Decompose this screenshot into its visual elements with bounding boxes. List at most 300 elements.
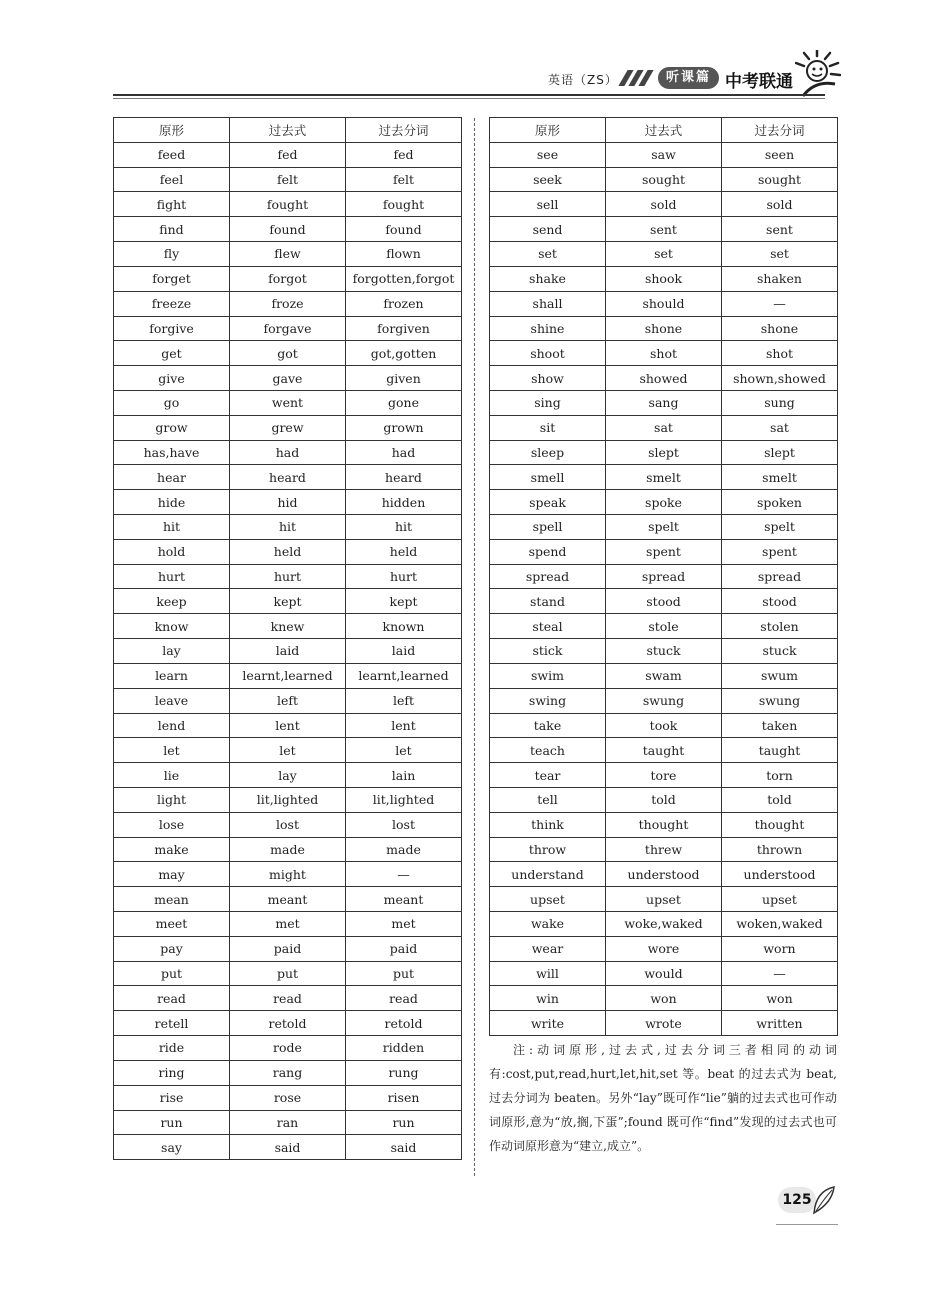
past-tense-cell: met — [230, 912, 346, 937]
base-form-cell: let — [114, 738, 230, 763]
table-row — [114, 862, 462, 887]
base-form-cell: meet — [114, 912, 230, 937]
col-header-base: 原形 — [490, 118, 606, 143]
past-participle-cell: put — [346, 961, 462, 986]
past-tense-cell: held — [230, 539, 346, 564]
base-form-cell: sell — [490, 192, 606, 217]
verb-table-right — [489, 117, 838, 1036]
table-row — [490, 639, 838, 664]
base-form-cell: ring — [114, 1060, 230, 1085]
past-tense-cell: sang — [606, 390, 722, 415]
table-row — [490, 738, 838, 763]
past-tense-cell: rose — [230, 1085, 346, 1110]
table-row — [490, 266, 838, 291]
table-row — [114, 440, 462, 465]
past-participle-cell: rung — [346, 1060, 462, 1085]
table-row — [114, 142, 462, 167]
past-participle-cell: paid — [346, 936, 462, 961]
base-form-cell: shoot — [490, 341, 606, 366]
past-tense-cell: understood — [606, 862, 722, 887]
past-tense-cell: knew — [230, 614, 346, 639]
header-rule — [113, 94, 825, 96]
past-tense-cell: took — [606, 713, 722, 738]
footer-rule — [776, 1224, 838, 1225]
past-tense-cell: meant — [230, 887, 346, 912]
table-row — [490, 515, 838, 540]
base-form-cell: rise — [114, 1085, 230, 1110]
section-badge: 听课篇 — [658, 67, 719, 89]
past-participle-cell: let — [346, 738, 462, 763]
table-row — [490, 490, 838, 515]
table-row — [114, 1085, 462, 1110]
table-row — [114, 961, 462, 986]
past-participle-cell: set — [722, 242, 838, 267]
past-participle-cell: known — [346, 614, 462, 639]
past-participle-cell: thought — [722, 812, 838, 837]
table-row — [490, 862, 838, 887]
stripe-decoration — [619, 70, 661, 86]
past-tense-cell: upset — [606, 887, 722, 912]
note-paragraph — [489, 1038, 837, 1158]
base-form-cell: understand — [490, 862, 606, 887]
past-participle-cell: shaken — [722, 266, 838, 291]
table-row — [114, 1110, 462, 1135]
past-participle-cell: torn — [722, 763, 838, 788]
past-tense-cell: retold — [230, 1011, 346, 1036]
past-tense-cell: shot — [606, 341, 722, 366]
table-row — [114, 266, 462, 291]
past-tense-cell: shook — [606, 266, 722, 291]
base-form-cell: find — [114, 217, 230, 242]
past-participle-cell: written — [722, 1011, 838, 1036]
past-tense-cell: went — [230, 390, 346, 415]
base-form-cell: think — [490, 812, 606, 837]
table-row — [114, 515, 462, 540]
table-row — [114, 812, 462, 837]
past-tense-cell: flew — [230, 242, 346, 267]
past-participle-cell: swum — [722, 663, 838, 688]
table-row — [490, 589, 838, 614]
table-row — [490, 936, 838, 961]
table-row — [114, 787, 462, 812]
past-participle-cell: sung — [722, 390, 838, 415]
base-form-cell: swim — [490, 663, 606, 688]
past-participle-cell: ridden — [346, 1036, 462, 1061]
past-participle-cell: meant — [346, 887, 462, 912]
past-participle-cell: sat — [722, 415, 838, 440]
past-tense-cell: swung — [606, 688, 722, 713]
table-row — [114, 167, 462, 192]
past-tense-cell: spoke — [606, 490, 722, 515]
past-tense-cell: forgave — [230, 316, 346, 341]
base-form-cell: feed — [114, 142, 230, 167]
base-form-cell: spend — [490, 539, 606, 564]
base-form-cell: wake — [490, 912, 606, 937]
past-tense-cell: stood — [606, 589, 722, 614]
table-row — [114, 837, 462, 862]
base-form-cell: hear — [114, 465, 230, 490]
past-tense-cell: fed — [230, 142, 346, 167]
subject-label: 英语（ZS） — [548, 73, 618, 87]
past-tense-cell: kept — [230, 589, 346, 614]
table-row — [114, 614, 462, 639]
base-form-cell: fly — [114, 242, 230, 267]
base-form-cell: grow — [114, 415, 230, 440]
past-tense-cell: might — [230, 862, 346, 887]
past-tense-cell: stuck — [606, 639, 722, 664]
base-form-cell: put — [114, 961, 230, 986]
past-tense-cell: showed — [606, 366, 722, 391]
past-participle-cell: gone — [346, 390, 462, 415]
base-form-cell: forget — [114, 266, 230, 291]
base-form-cell: make — [114, 837, 230, 862]
table-row — [114, 217, 462, 242]
past-participle-cell: slept — [722, 440, 838, 465]
table-row — [490, 440, 838, 465]
past-tense-cell: sat — [606, 415, 722, 440]
table-row — [490, 688, 838, 713]
past-tense-cell: taught — [606, 738, 722, 763]
table-row — [490, 390, 838, 415]
base-form-cell: fight — [114, 192, 230, 217]
past-tense-cell: slept — [606, 440, 722, 465]
base-form-cell: shall — [490, 291, 606, 316]
past-tense-cell: put — [230, 961, 346, 986]
table-row — [490, 887, 838, 912]
base-form-cell: speak — [490, 490, 606, 515]
past-participle-cell: read — [346, 986, 462, 1011]
past-participle-cell: sold — [722, 192, 838, 217]
table-row — [114, 390, 462, 415]
past-participle-cell: sent — [722, 217, 838, 242]
past-participle-cell: held — [346, 539, 462, 564]
table-row — [490, 341, 838, 366]
past-participle-cell: upset — [722, 887, 838, 912]
base-form-cell: stick — [490, 639, 606, 664]
past-participle-cell: told — [722, 787, 838, 812]
past-participle-cell: run — [346, 1110, 462, 1135]
table-row — [114, 887, 462, 912]
base-form-cell: ride — [114, 1036, 230, 1061]
past-tense-cell: learnt,learned — [230, 663, 346, 688]
base-form-cell: lend — [114, 713, 230, 738]
table-row — [490, 763, 838, 788]
past-participle-cell: seen — [722, 142, 838, 167]
past-participle-cell: shown,showed — [722, 366, 838, 391]
past-tense-cell: hit — [230, 515, 346, 540]
past-tense-cell: hurt — [230, 564, 346, 589]
past-participle-cell: met — [346, 912, 462, 937]
base-form-cell: light — [114, 787, 230, 812]
base-form-cell: send — [490, 217, 606, 242]
col-header-past: 过去式 — [230, 118, 346, 143]
table-row — [490, 242, 838, 267]
past-participle-cell: lain — [346, 763, 462, 788]
past-tense-cell: spread — [606, 564, 722, 589]
table-row — [490, 614, 838, 639]
past-participle-cell: made — [346, 837, 462, 862]
base-form-cell: will — [490, 961, 606, 986]
past-tense-cell: lost — [230, 812, 346, 837]
past-participle-cell: lent — [346, 713, 462, 738]
past-participle-cell: risen — [346, 1085, 462, 1110]
base-form-cell: feel — [114, 167, 230, 192]
past-tense-cell: sent — [606, 217, 722, 242]
table-row — [490, 837, 838, 862]
past-participle-cell: left — [346, 688, 462, 713]
base-form-cell: spell — [490, 515, 606, 540]
past-participle-cell: spelt — [722, 515, 838, 540]
past-participle-cell: found — [346, 217, 462, 242]
past-tense-cell: grew — [230, 415, 346, 440]
past-participle-cell: — — [722, 291, 838, 316]
past-participle-cell: laid — [346, 639, 462, 664]
table-row — [114, 465, 462, 490]
past-participle-cell: smelt — [722, 465, 838, 490]
past-participle-cell: had — [346, 440, 462, 465]
past-tense-cell: thought — [606, 812, 722, 837]
base-form-cell: win — [490, 986, 606, 1011]
table-row — [114, 415, 462, 440]
past-participle-cell: worn — [722, 936, 838, 961]
table-row — [114, 1036, 462, 1061]
base-form-cell: may — [114, 862, 230, 887]
table-row — [490, 217, 838, 242]
past-tense-cell: wore — [606, 936, 722, 961]
past-tense-cell: gave — [230, 366, 346, 391]
past-tense-cell: shone — [606, 316, 722, 341]
past-participle-cell: stolen — [722, 614, 838, 639]
base-form-cell: run — [114, 1110, 230, 1135]
past-participle-cell: given — [346, 366, 462, 391]
table-row — [114, 564, 462, 589]
table-row — [114, 490, 462, 515]
past-tense-cell: lay — [230, 763, 346, 788]
past-participle-cell: lit,lighted — [346, 787, 462, 812]
base-form-cell: sit — [490, 415, 606, 440]
past-tense-cell: saw — [606, 142, 722, 167]
table-row — [490, 291, 838, 316]
brand-title: 中考联通 — [725, 72, 793, 92]
past-tense-cell: froze — [230, 291, 346, 316]
past-tense-cell: won — [606, 986, 722, 1011]
table-row — [114, 1135, 462, 1160]
base-form-cell: hurt — [114, 564, 230, 589]
base-form-cell: throw — [490, 837, 606, 862]
table-row — [114, 1060, 462, 1085]
header-rule-thin — [113, 98, 825, 99]
base-form-cell: learn — [114, 663, 230, 688]
past-tense-cell: fought — [230, 192, 346, 217]
table-row — [490, 663, 838, 688]
table-row — [490, 366, 838, 391]
base-form-cell: lay — [114, 639, 230, 664]
past-tense-cell: rang — [230, 1060, 346, 1085]
past-participle-cell: fought — [346, 192, 462, 217]
past-tense-cell: said — [230, 1135, 346, 1160]
past-participle-cell: hit — [346, 515, 462, 540]
past-participle-cell: forgotten,forgot — [346, 266, 462, 291]
column-divider — [474, 118, 475, 1176]
col-header-participle: 过去分词 — [346, 118, 462, 143]
past-participle-cell: — — [722, 961, 838, 986]
past-participle-cell: retold — [346, 1011, 462, 1036]
base-form-cell: retell — [114, 1011, 230, 1036]
past-participle-cell: hidden — [346, 490, 462, 515]
base-form-cell: write — [490, 1011, 606, 1036]
past-participle-cell: stood — [722, 589, 838, 614]
past-participle-cell: understood — [722, 862, 838, 887]
past-participle-cell: sought — [722, 167, 838, 192]
page-number: 125 — [778, 1187, 816, 1213]
past-tense-cell: lent — [230, 713, 346, 738]
past-tense-cell: rode — [230, 1036, 346, 1061]
table-row — [490, 316, 838, 341]
sun-logo-icon — [795, 50, 841, 98]
past-tense-cell: made — [230, 837, 346, 862]
base-form-cell: has,have — [114, 440, 230, 465]
table-row — [114, 291, 462, 316]
past-tense-cell: forgot — [230, 266, 346, 291]
table-row — [490, 986, 838, 1011]
base-form-cell: leave — [114, 688, 230, 713]
past-tense-cell: got — [230, 341, 346, 366]
base-form-cell: shine — [490, 316, 606, 341]
past-participle-cell: swung — [722, 688, 838, 713]
table-row — [114, 316, 462, 341]
base-form-cell: tell — [490, 787, 606, 812]
past-tense-cell: left — [230, 688, 346, 713]
past-tense-cell: read — [230, 986, 346, 1011]
base-form-cell: forgive — [114, 316, 230, 341]
past-participle-cell: — — [346, 862, 462, 887]
past-participle-cell: hurt — [346, 564, 462, 589]
past-participle-cell: taught — [722, 738, 838, 763]
table-row — [490, 415, 838, 440]
past-participle-cell: won — [722, 986, 838, 1011]
page-header — [113, 50, 838, 100]
table-row — [114, 639, 462, 664]
past-participle-cell: lost — [346, 812, 462, 837]
past-tense-cell: threw — [606, 837, 722, 862]
past-participle-cell: learnt,learned — [346, 663, 462, 688]
table-row — [114, 366, 462, 391]
base-form-cell: go — [114, 390, 230, 415]
past-participle-cell: got,gotten — [346, 341, 462, 366]
base-form-cell: take — [490, 713, 606, 738]
table-row — [490, 167, 838, 192]
base-form-cell: know — [114, 614, 230, 639]
table-row — [114, 763, 462, 788]
past-tense-cell: would — [606, 961, 722, 986]
table-row — [114, 986, 462, 1011]
table-row — [114, 1011, 462, 1036]
base-form-cell: seek — [490, 167, 606, 192]
table-row — [114, 738, 462, 763]
table-row — [490, 961, 838, 986]
base-form-cell: give — [114, 366, 230, 391]
leaf-icon — [812, 1185, 838, 1217]
base-form-cell: freeze — [114, 291, 230, 316]
past-participle-cell: frozen — [346, 291, 462, 316]
base-form-cell: get — [114, 341, 230, 366]
base-form-cell: hold — [114, 539, 230, 564]
table-row — [490, 1011, 838, 1036]
past-tense-cell: sold — [606, 192, 722, 217]
table-row — [114, 713, 462, 738]
table-header-row — [114, 118, 462, 143]
past-tense-cell: smelt — [606, 465, 722, 490]
table-row — [114, 341, 462, 366]
past-tense-cell: spelt — [606, 515, 722, 540]
past-tense-cell: lit,lighted — [230, 787, 346, 812]
past-participle-cell: shot — [722, 341, 838, 366]
base-form-cell: lie — [114, 763, 230, 788]
base-form-cell: sleep — [490, 440, 606, 465]
table-row — [490, 465, 838, 490]
past-participle-cell: spread — [722, 564, 838, 589]
past-tense-cell: ran — [230, 1110, 346, 1135]
past-participle-cell: flown — [346, 242, 462, 267]
table-row — [114, 936, 462, 961]
base-form-cell: hit — [114, 515, 230, 540]
past-tense-cell: found — [230, 217, 346, 242]
past-participle-cell: fed — [346, 142, 462, 167]
past-tense-cell: told — [606, 787, 722, 812]
table-row — [114, 539, 462, 564]
col-header-participle: 过去分词 — [722, 118, 838, 143]
past-participle-cell: forgiven — [346, 316, 462, 341]
past-tense-cell: laid — [230, 639, 346, 664]
note-text: 注:动词原形,过去式,过去分词三者相同的动词有:cost,put,read,hurt,let,hit,set 等。beat 的过去式为 beat,过去分词为 beaten。另外“lay”既可作“lie”躺的过去式也可作动词原形,意为“放,搁,下蛋”;found 既可作“find”发现的过去式也可作动词原形意为“建立,成立”。 — [489, 1043, 837, 1153]
past-tense-cell: swam — [606, 663, 722, 688]
past-tense-cell: let — [230, 738, 346, 763]
base-form-cell: lose — [114, 812, 230, 837]
table-row — [114, 589, 462, 614]
past-participle-cell: woken,waked — [722, 912, 838, 937]
past-tense-cell: spent — [606, 539, 722, 564]
past-tense-cell: should — [606, 291, 722, 316]
table-row — [490, 564, 838, 589]
table-row — [490, 539, 838, 564]
table-row — [490, 787, 838, 812]
base-form-cell: tear — [490, 763, 606, 788]
base-form-cell: swing — [490, 688, 606, 713]
past-tense-cell: stole — [606, 614, 722, 639]
table-row — [114, 242, 462, 267]
past-tense-cell: sought — [606, 167, 722, 192]
table-row — [490, 713, 838, 738]
past-tense-cell: heard — [230, 465, 346, 490]
table-row — [490, 812, 838, 837]
base-form-cell: mean — [114, 887, 230, 912]
page-number-badge — [776, 1181, 840, 1225]
base-form-cell: upset — [490, 887, 606, 912]
past-participle-cell: heard — [346, 465, 462, 490]
past-participle-cell: shone — [722, 316, 838, 341]
base-form-cell: read — [114, 986, 230, 1011]
past-tense-cell: tore — [606, 763, 722, 788]
past-tense-cell: felt — [230, 167, 346, 192]
base-form-cell: sing — [490, 390, 606, 415]
base-form-cell: stand — [490, 589, 606, 614]
past-participle-cell: stuck — [722, 639, 838, 664]
table-row — [114, 688, 462, 713]
past-participle-cell: thrown — [722, 837, 838, 862]
base-form-cell: say — [114, 1135, 230, 1160]
past-tense-cell: paid — [230, 936, 346, 961]
verb-table-left — [113, 117, 462, 1160]
